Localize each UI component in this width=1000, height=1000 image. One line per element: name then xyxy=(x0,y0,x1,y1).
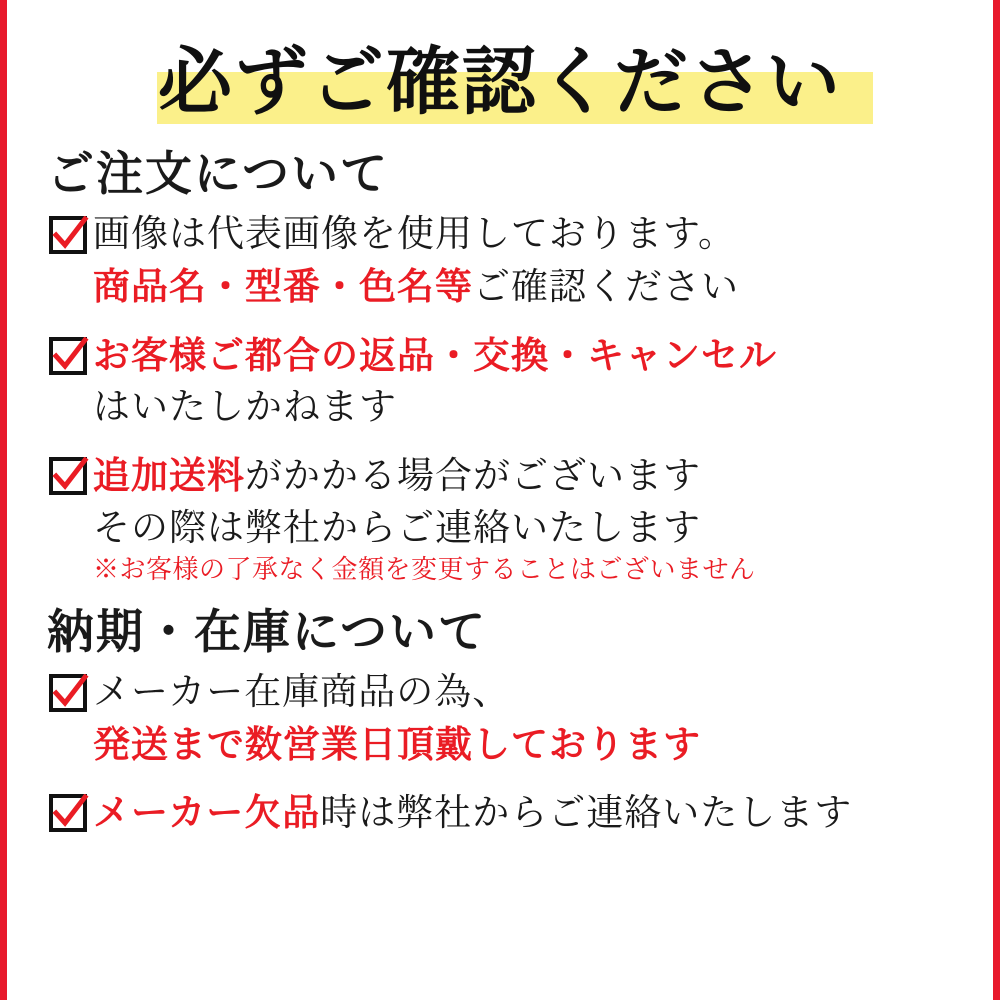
list-item xyxy=(49,449,959,588)
list-item-line: お客様ご都合の返品・交換・キャンセル xyxy=(93,333,777,377)
section-heading-delivery: 納期・在庫について xyxy=(47,605,488,660)
list-item-lines xyxy=(93,208,959,313)
page-title-text: 必ずご確認ください xyxy=(158,39,842,125)
checkbox-checked-icon xyxy=(49,457,89,497)
list-item-line: その際は弊社からご連絡いたします xyxy=(93,506,701,549)
normal-text: 時は弊社からご連絡いたします xyxy=(320,791,853,834)
list-item-line xyxy=(93,786,959,839)
list-item xyxy=(49,329,959,433)
emphasis-text: 商品名・型番・色名等 xyxy=(93,264,473,308)
page-title xyxy=(41,30,959,140)
list-item-line: 画像は代表画像を使用しております。 xyxy=(93,212,737,255)
list-item-lines xyxy=(93,666,959,770)
list-item xyxy=(49,786,959,839)
list-item-line xyxy=(93,449,959,502)
list-item-lines xyxy=(93,329,959,433)
list-item-lines xyxy=(93,786,959,839)
checkbox-checked-icon xyxy=(49,216,89,256)
list-item-lines xyxy=(93,449,959,588)
checkbox-checked-icon xyxy=(49,674,89,714)
emphasis-text: メーカー欠品 xyxy=(93,790,321,834)
checkbox-checked-icon xyxy=(49,794,89,834)
notice-content xyxy=(7,0,993,1000)
section-heading-order: ご注文について xyxy=(47,147,390,202)
list-item-line: 発送まで数営業日頂戴しております xyxy=(93,722,701,766)
list-item-note: ※お客様の了承なく金額を変更することはございません xyxy=(93,555,756,585)
normal-text: ご確認ください xyxy=(473,265,739,308)
list-item xyxy=(49,208,959,313)
list-item xyxy=(49,666,959,770)
list-item-line xyxy=(93,260,959,313)
list-item-line: はいたしかねます xyxy=(93,385,397,428)
emphasis-text: 追加送料 xyxy=(93,453,245,497)
list-item-line: メーカー在庫商品の為、 xyxy=(93,670,511,713)
checkbox-checked-icon xyxy=(49,337,89,377)
normal-text: がかかる場合がございます xyxy=(245,454,701,497)
